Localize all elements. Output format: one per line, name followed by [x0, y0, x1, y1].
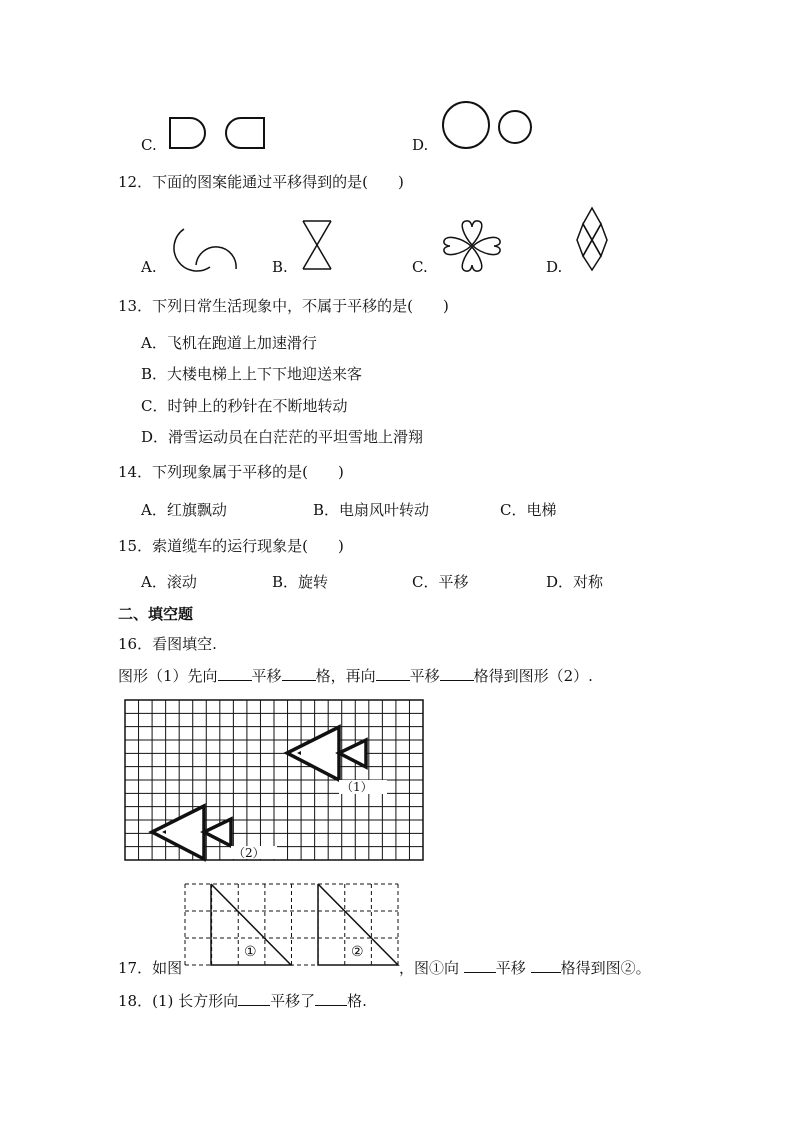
q12-option-a-crescents — [166, 225, 240, 275]
q15-option-c: C．平移 — [412, 573, 469, 591]
section-title: 二、填空题 — [118, 605, 194, 623]
q18-text-1: 18．(1) 长方形向 — [118, 992, 239, 1010]
q14-stem: 14．下列现象属于平移的是( ) — [118, 463, 344, 481]
q11-option-d-label: D. — [412, 136, 429, 154]
q18-blank-1[interactable] — [238, 991, 270, 1006]
q17-text-3: 格得到图②。 — [560, 959, 651, 977]
q12-option-b-label: B. — [272, 258, 288, 276]
q16-text-4: 平移 — [409, 667, 440, 685]
q11-option-c-shapes — [166, 116, 270, 150]
q16-blank-4[interactable] — [440, 666, 474, 681]
q16-text-3: 格，再向 — [315, 667, 376, 685]
q14-option-b: B．电扇风叶转动 — [313, 501, 430, 519]
q16-grid-figure — [125, 700, 423, 860]
q13-stem: 13．下列日常生活现象中，不属于平移的是( ) — [118, 297, 449, 315]
q12-option-d-label: D. — [546, 258, 563, 276]
q17-blank-2[interactable] — [531, 958, 561, 973]
q16-label-1: （1） — [341, 780, 373, 794]
q15-option-b: B．旋转 — [272, 573, 329, 591]
q16-blank-3[interactable] — [376, 666, 410, 681]
q13-option-c: C．时钟上的秒针在不断地转动 — [141, 397, 348, 415]
q16-label-2: （2） — [233, 846, 265, 860]
q18-text-3: 格. — [347, 992, 367, 1010]
q17-prefix: 17．如图 — [118, 959, 183, 977]
q17-mark-2: ② — [351, 944, 364, 960]
q12-option-d-rhombi — [575, 206, 609, 272]
q17-text-2: 平移 — [495, 959, 531, 977]
q15-option-d: D．对称 — [546, 573, 604, 591]
q12-option-c-label: C. — [412, 258, 428, 276]
q15-option-a: A．滚动 — [141, 573, 197, 591]
q17-text-1: ，图①向 — [399, 959, 464, 977]
q13-option-a: A．飞机在跑道上加速滑行 — [141, 334, 317, 352]
q16-fill-line — [118, 665, 593, 686]
q16-text-2: 平移 — [251, 667, 282, 685]
q18-blank-2[interactable] — [315, 991, 347, 1006]
q12-option-b-hourglass — [300, 218, 336, 272]
q18-fill-line — [118, 990, 367, 1011]
q13-option-d: D．滑雪运动员在白茫茫的平坦雪地上滑翔 — [141, 428, 424, 446]
q17-blank-1[interactable] — [464, 958, 496, 973]
q17-figure — [184, 883, 399, 967]
q16-text-1: 图形（1）先向 — [118, 667, 218, 685]
q18-text-2: 平移了 — [270, 992, 316, 1010]
q14-option-a: A．红旗飘动 — [141, 501, 227, 519]
q15-stem: 15．索道缆车的运行现象是( ) — [118, 537, 344, 555]
q17-mark-1: ① — [244, 944, 257, 960]
q11-option-c-label: C. — [141, 136, 157, 154]
q16-blank-2[interactable] — [282, 666, 316, 681]
q13-option-b: B．大楼电梯上上下下地迎送来客 — [141, 365, 363, 383]
q16-stem: 16．看图填空. — [118, 635, 217, 653]
q16-text-5: 格得到图形（2）. — [473, 667, 593, 685]
q12-option-a-label: A. — [141, 258, 157, 276]
q12-option-c-hearts — [440, 218, 504, 274]
q16-blank-1[interactable] — [218, 666, 252, 681]
q12-stem: 12．下面的图案能通过平移得到的是( ) — [118, 173, 404, 191]
q17-fill-line — [399, 957, 651, 978]
q11-option-d-circles — [440, 100, 536, 152]
q14-option-c: C．电梯 — [500, 501, 557, 519]
